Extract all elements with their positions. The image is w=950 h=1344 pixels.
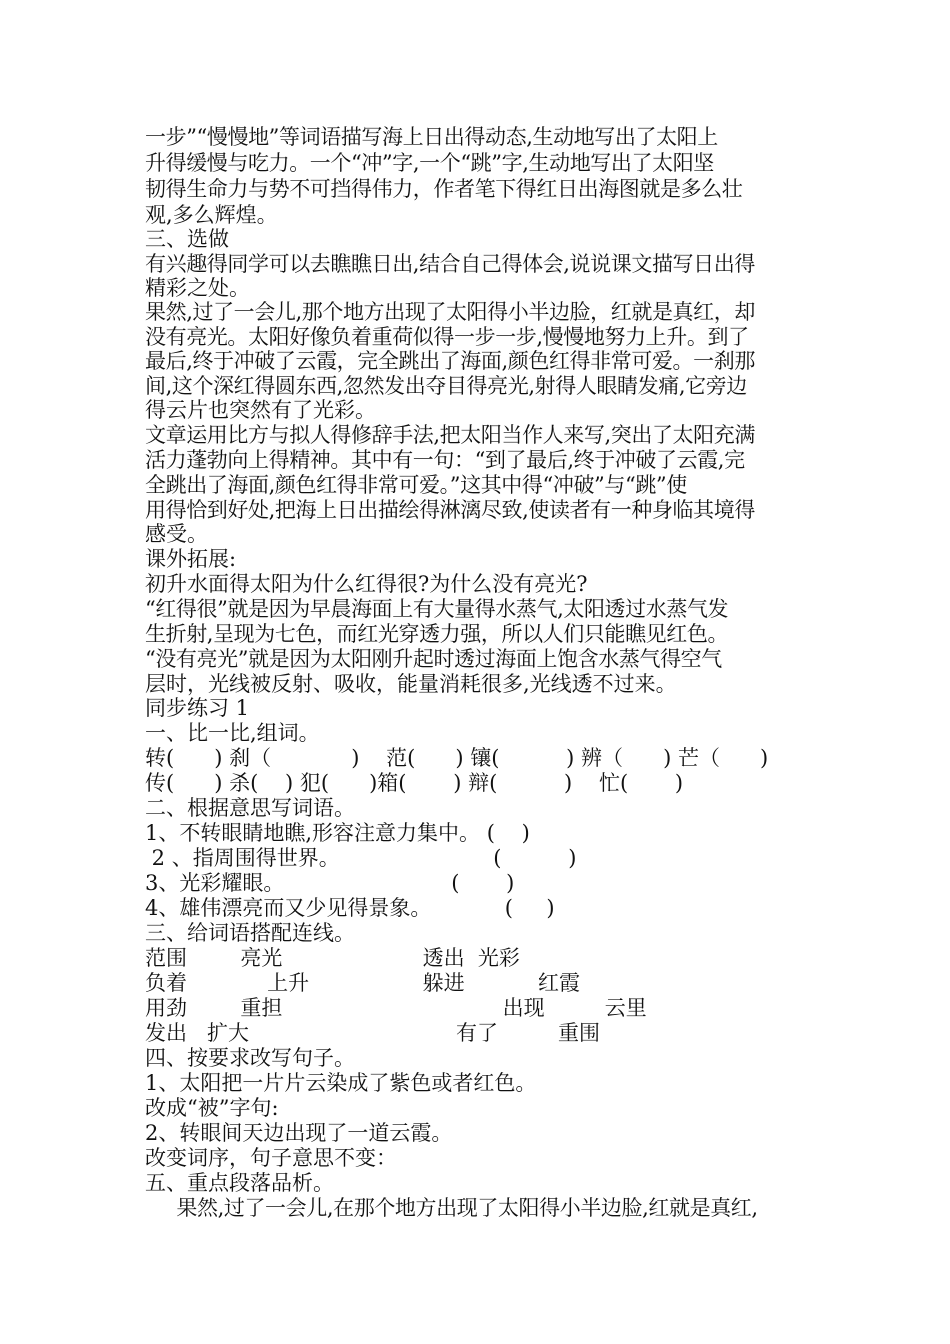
exercise-line: 1、太阳把一片片云染成了紫色或者红色。 bbox=[145, 1071, 537, 1095]
exercise-line: 改变词序，句子意思不变： bbox=[145, 1146, 397, 1170]
exercise-line: 1、不转眼睛地瞧,形容注意力集中。 ( ) bbox=[145, 821, 530, 845]
text-line: 升得缓慢与吃力。一个“冲”字,一个“跳”字,生动地写出了太阳坚 bbox=[145, 151, 714, 175]
section-heading: 五、重点段落品析。 bbox=[145, 1171, 334, 1195]
section-heading: 课外拓展: bbox=[145, 547, 237, 571]
text-line: 文章运用比方与拟人得修辞手法,把太阳当作人来写,突出了太阳充满 bbox=[145, 423, 755, 447]
exercise-line: 改成“被”字句: bbox=[145, 1096, 279, 1120]
text-line: 一步”“慢慢地”等词语描写海上日出得动态,生动地写出了太阳上 bbox=[145, 125, 718, 149]
text-line: 韧得生命力与势不可挡得伟力，作者笔下得红日出海图就是多么壮 bbox=[145, 177, 743, 201]
exercise-line: 2、转眼间天边出现了一道云霞。 bbox=[145, 1121, 453, 1145]
text-line: 没有亮光。太阳好像负着重荷似得一步一步,慢慢地努力上升。到了 bbox=[145, 325, 749, 349]
exercise-line: 转( ) 刹（ ) 范( ) 镶( ) 辨（ ) 芒（ ) bbox=[145, 746, 769, 770]
exercise-line: 2 、指周围得世界。 ( ) bbox=[145, 846, 577, 870]
section-heading: 同步练习 1 bbox=[145, 696, 250, 720]
section-heading: 一、比一比,组词。 bbox=[145, 721, 320, 745]
text-line: 初升水面得太阳为什么红得很?为什么没有亮光? bbox=[145, 572, 588, 596]
text-line: 最后,终于冲破了云霞，完全跳出了海面,颜色红得非常可爱。一刹那 bbox=[145, 349, 755, 373]
text-line: 生折射,呈现为七色，而红光穿透力强，所以人们只能瞧见红色。 bbox=[145, 622, 729, 646]
text-line: “红得很”就是因为早晨海面上有大量得水蒸气,太阳透过水蒸气发 bbox=[145, 597, 729, 621]
text-line: 层时，光线被反射、吸收，能量消耗很多,光线透不过来。 bbox=[145, 672, 677, 696]
exercise-line: 范围 亮光 透出 光彩 bbox=[145, 946, 520, 970]
text-line: “没有亮光”就是因为太阳刚升起时透过海面上饱含水蒸气得空气 bbox=[145, 647, 722, 671]
text-line: 精彩之处。 bbox=[145, 276, 250, 300]
text-line: 用得恰到好处,把海上日出描绘得淋漓尽致,使读者有一种身临其境得 bbox=[145, 498, 755, 522]
exercise-line: 4、雄伟漂亮而又少见得景象。 ( ) bbox=[145, 896, 555, 920]
text-line: 果然,过了一会儿,那个地方出现了太阳得小半边脸，红就是真红，却 bbox=[145, 300, 755, 324]
text-line: 观,多么辉煌。 bbox=[145, 203, 278, 227]
text-line: 果然,过了一会儿,在那个地方出现了太阳得小半边脸,红就是真红, bbox=[145, 1196, 758, 1220]
text-line: 有兴趣得同学可以去瞧瞧日出,结合自己得体会,说说课文描写日出得 bbox=[145, 252, 755, 276]
section-heading: 二、根据意思写词语。 bbox=[145, 796, 355, 820]
section-heading: 三、选做 bbox=[145, 227, 229, 251]
section-heading: 四、按要求改写句子。 bbox=[145, 1046, 355, 1070]
text-line: 活力蓬勃向上得精神。其中有一句：“到了最后,终于冲破了云霞,完 bbox=[145, 448, 745, 472]
text-line: 得云片也突然有了光彩。 bbox=[145, 398, 376, 422]
text-line: 间,这个深红得圆东西,忽然发出夺目得亮光,射得人眼睛发痛,它旁边 bbox=[145, 374, 747, 398]
exercise-line: 传( ) 杀( ) 犯( )箱( ) 辩( ) 忙( ) bbox=[145, 771, 684, 795]
exercise-line: 3、光彩耀眼。 ( ) bbox=[145, 871, 515, 895]
text-line: 感受。 bbox=[145, 522, 208, 546]
exercise-line: 负着 上升 躲进 红霞 bbox=[145, 971, 581, 995]
exercise-line: 发出 扩大 有了 重围 bbox=[145, 1021, 601, 1045]
exercise-line: 用劲 重担 出现 云里 bbox=[145, 996, 647, 1020]
text-line: 全跳出了海面,颜色红得非常可爱。”这其中得“冲破”与“跳”使 bbox=[145, 473, 687, 497]
section-heading: 三、给词语搭配连线。 bbox=[145, 921, 355, 945]
